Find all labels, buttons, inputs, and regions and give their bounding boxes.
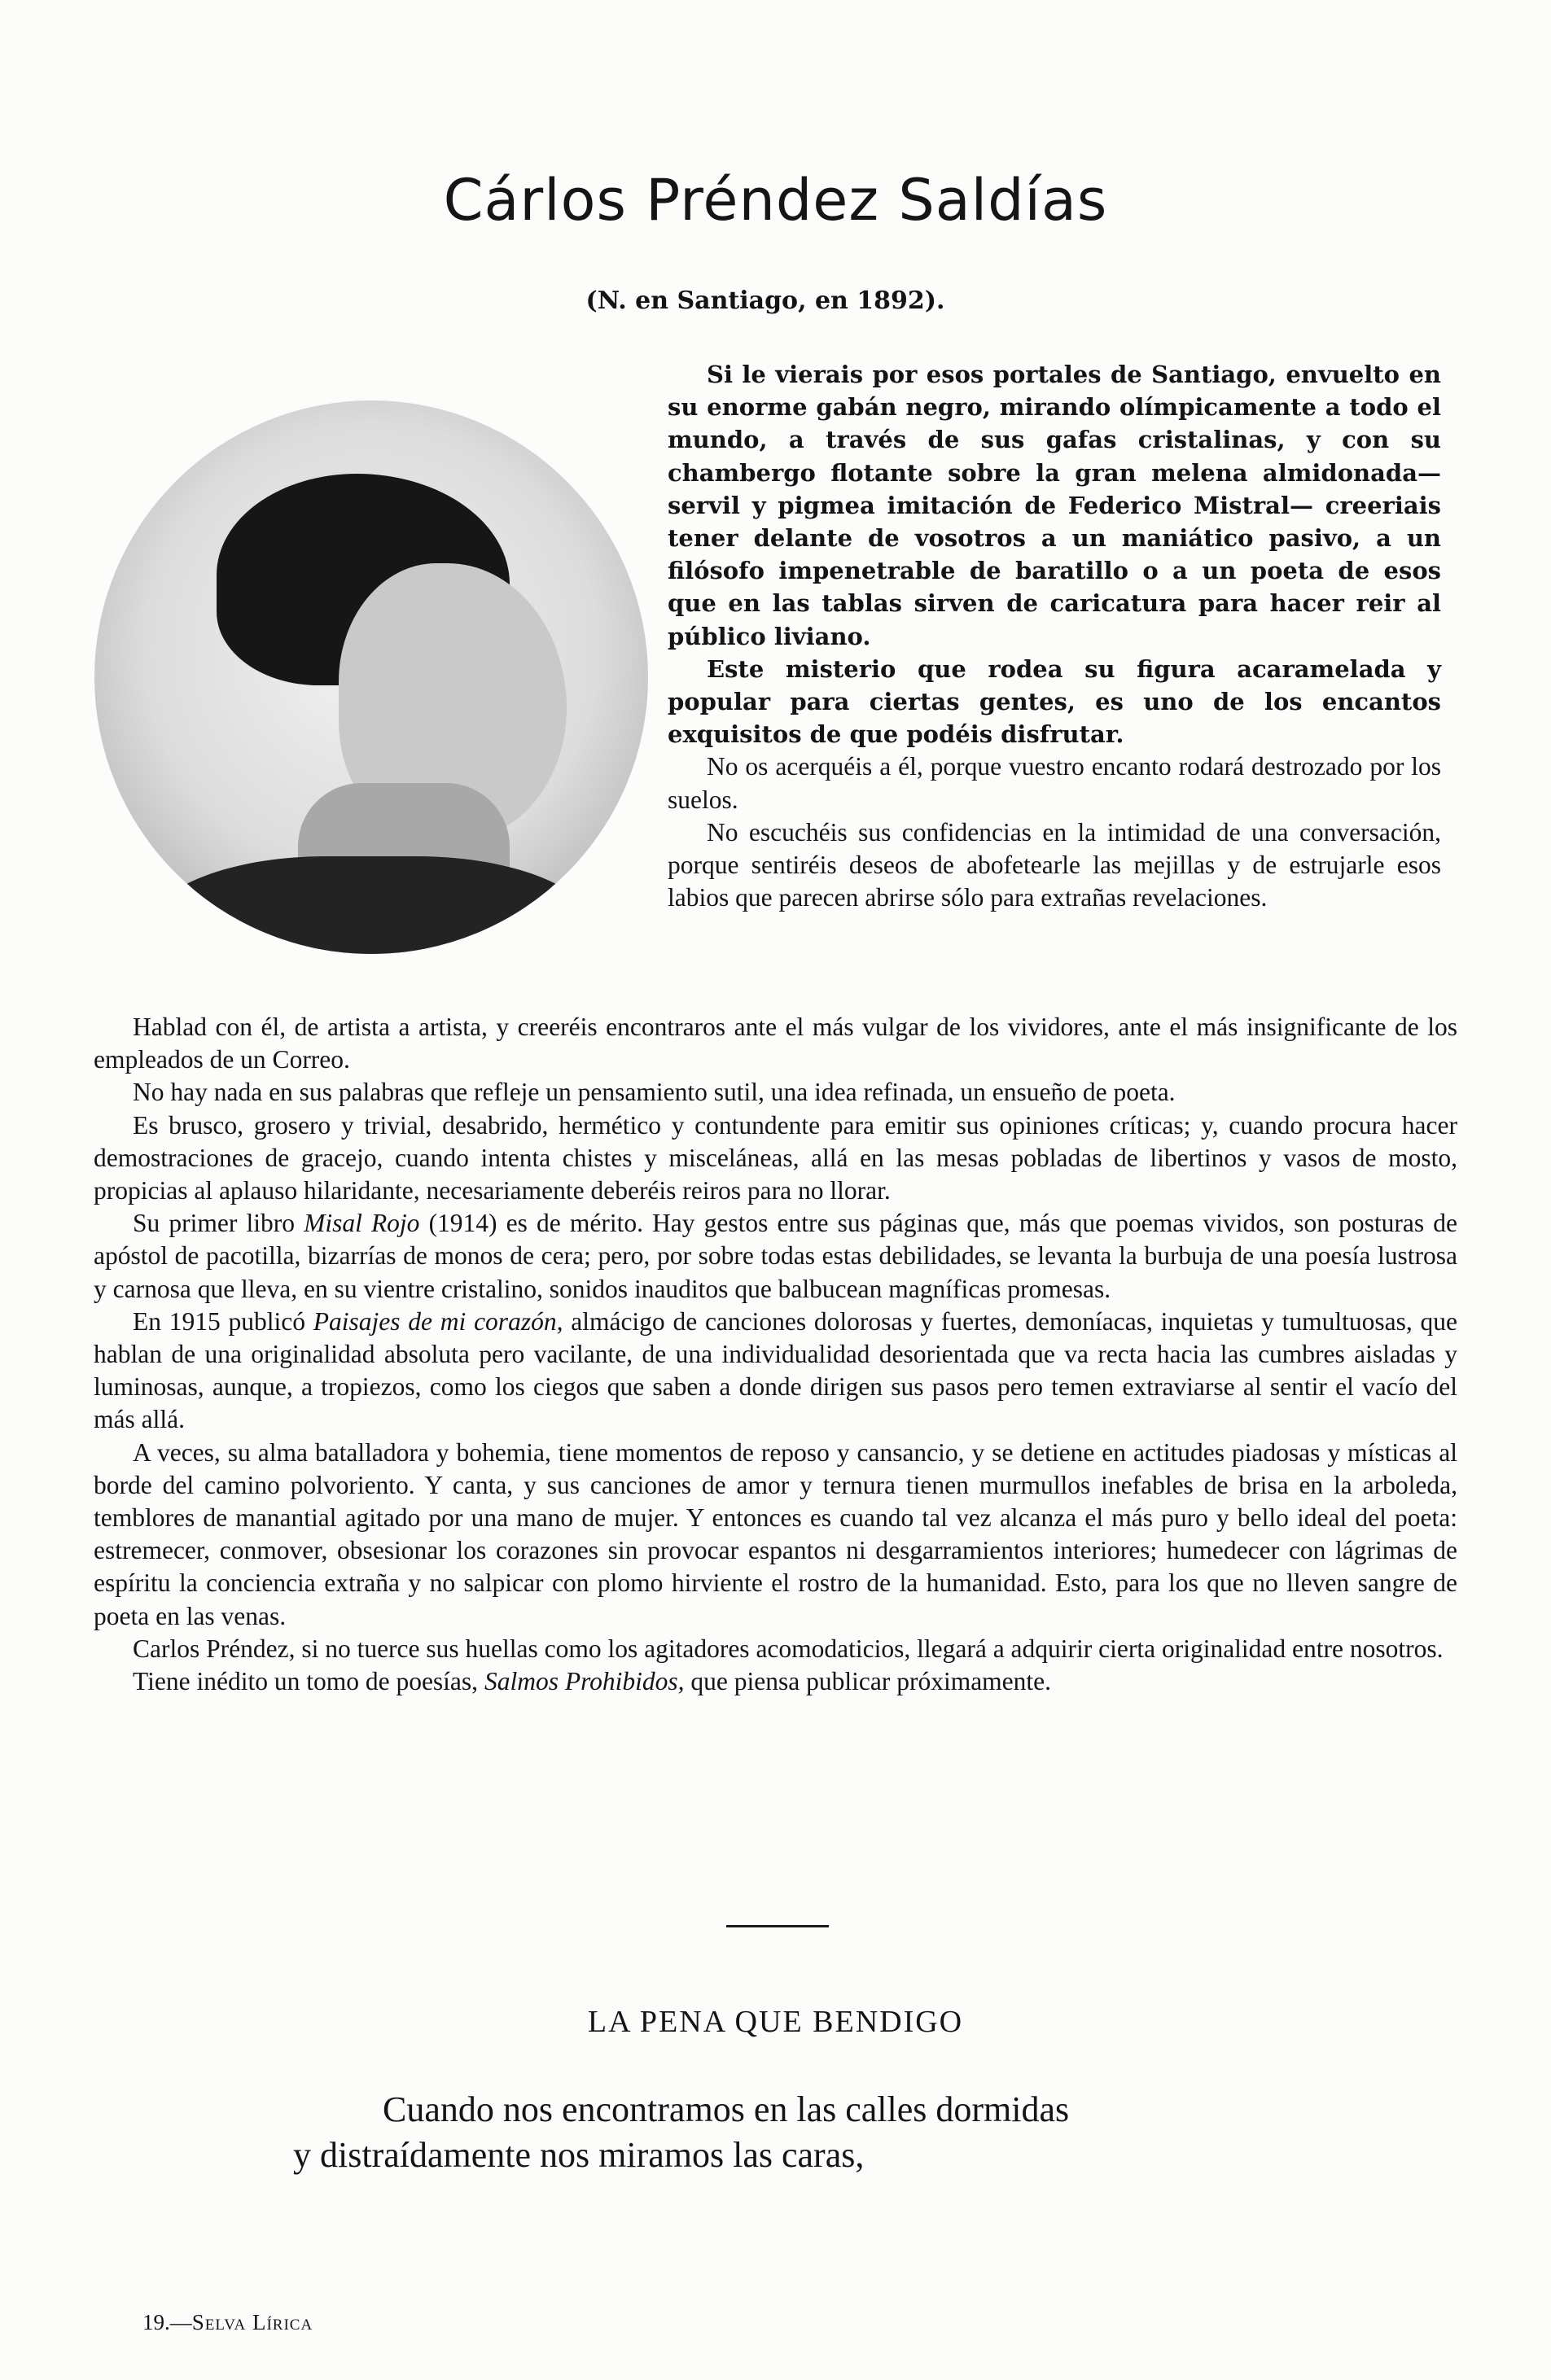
body-text-segment: (1914) es de mérito. Hay gestos entre sus páginas que, más que poemas vividos, son posturas de apóstol de pacotilla, bizarrías de monos de cera; pero, por sobre todas estas debilidades, se levanta la burbuja de una poesía lustrosa y carnosa que lleva, en su vientre cristalino, sonidos inauditos que balbucean magníficas promesas. (94, 1209, 1458, 1303)
body-text-segment: Su primer libro (133, 1209, 295, 1238)
intro-paragraph: Este misterio que rodea su figura acaramelada y popular para ciertas gentes, es uno de los encantos exquisitos de que podéis disfrutar. (668, 654, 1441, 749)
body-paragraph (94, 1306, 1457, 1437)
body-paragraph (94, 1665, 1457, 1698)
body-paragraph: A veces, su alma batalladora y bohemia, tiene momentos de reposo y cansancio, y se detiene en actitudes piadosas y místicas al borde del camino polvoriento. Y canta, y sus canciones de amor y ternura tienen murmullos inefables de brisa en la arboleda, temblores de manantial agitado por una mano de mujer. Y entonces es cuando tal vez alcanza el más puro y bello ideal del poeta: estremecer, conmover, obsesionar los corazones sin provocar espantos ni desgarramientos interiores; humedecer con lágrimas de espíritu la conciencia extraña y no salpicar con plomo hirviente el rostro de la humanidad. Esto, para los que no lleven sangre de poeta en las venas. (94, 1437, 1457, 1630)
section-divider (726, 1925, 829, 1927)
page-title: Cárlos Préndez Saldías (443, 167, 1108, 234)
body-paragraph (94, 1207, 1457, 1306)
poem-title: LA PENA QUE BENDIGO (587, 2005, 964, 2039)
book-title: Paisajes de mi corazón, (313, 1306, 563, 1336)
portrait-jacket (143, 856, 599, 954)
body-text-segment: En 1915 publicó (133, 1306, 306, 1336)
intro-paragraph: Si le vierais por esos portales de Santiago, envuelto en su enorme gabán negro, mirando olímpicamente a todo el mundo, a través de sus gafas cristalinas, y con su chambergo flotante sobre la gran melena almidonada—servil y pigmea imitación de Federico Mistral— creeriais tener delante de vosotros a un maniático pasivo, a un filósofo impenetrable de baratillo o a un poeta de esos que en las tablas sirven de caricatura para hacer reir al público liviano. (668, 361, 1441, 650)
intro-paragraph: No os acerquéis a él, porque vuestro encanto rodará destrozado por los suelos. (668, 752, 1441, 814)
poem (293, 2087, 1069, 2178)
intro-text (668, 358, 1441, 914)
body-text-segment: Tiene inédito un tomo de poesías, (133, 1667, 479, 1696)
birth-note: (N. en Santiago, en 1892). (585, 287, 945, 315)
poem-line: y distraídamente nos miramos las caras, (293, 2135, 865, 2175)
body-text-segment: almácigo de canciones dolorosas y fuertes, demoníacas, inquietas y tumultuosas, que hablan de una originalidad absoluta pero vacilante, de una individualidad desorientada que va recta hacia las cumbres aisladas y luminosas, aunque, a tropiezos, como los ciegos que saben a donde dirigen sus pasos pero temen extraviarse al sentir el vacío del más allá. (94, 1306, 1457, 1434)
body-text-segment: que piensa publicar próximamente. (690, 1667, 1052, 1696)
poem-line: Cuando nos encontramos en las calles dormidas (383, 2089, 1070, 2129)
book-title: Salmos Prohibidos, (484, 1667, 685, 1696)
body-text (94, 1011, 1457, 1698)
portrait-photo (94, 400, 648, 954)
body-paragraph: Es brusco, grosero y trivial, desabrido, hermético y contundente para emitir sus opiniones críticas; y, cuando procura hacer demostraciones de gracejo, cuando intenta chistes y misceláneas, allá en las mesas pobladas de libertinos y vasos de mosto, propicias al aplauso hilaridante, necesariamente deberéis reiros para no llorar. (94, 1110, 1457, 1205)
body-paragraph: Carlos Préndez, si no tuerce sus huellas como los agitadores acomodaticios, llegará a adquirir cierta originalidad entre nosotros. (133, 1634, 1444, 1663)
body-paragraph: Hablad con él, de artista a artista, y creeréis encontraros ante el más vulgar de los vividores, ante el más insignificante de los empleados de un Correo. (94, 1013, 1457, 1074)
intro-paragraph: No escuchéis sus confidencias en la intimidad de una conversación, porque sentiréis deseos de abofetearle las mejillas y de estrujarle esos labios que parecen abrirse sólo para extrañas revelaciones. (668, 817, 1441, 912)
book-name: Selva Lírica (191, 2310, 313, 2334)
page-footer (142, 2310, 313, 2335)
body-paragraph: No hay nada en sus palabras que refleje un pensamiento sutil, una idea refinada, un ensueño de poeta. (133, 1078, 1176, 1107)
page-number: 19.— (142, 2310, 192, 2334)
book-title: Misal Rojo (304, 1209, 420, 1238)
